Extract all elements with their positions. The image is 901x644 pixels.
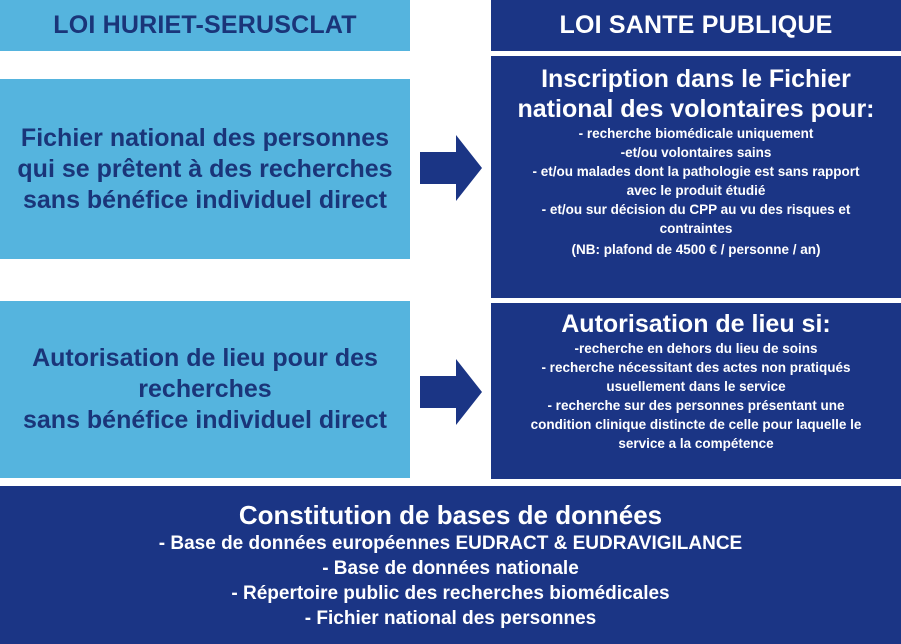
fichier-line-3: sans bénéfice individuel direct <box>22 185 387 214</box>
autorisation-line-2: recherches <box>138 375 272 403</box>
inscription-item: - recherche biomédicale uniquement <box>578 126 814 141</box>
fichier-national-box <box>0 79 410 259</box>
inscription-fichier-box <box>491 56 901 298</box>
autorisation-item: condition clinique distincte de celle pour laquelle le <box>530 417 862 432</box>
inscription-title-line-1: Inscription dans le Fichier <box>541 65 851 93</box>
autorisation-lieu-si-box <box>491 303 901 479</box>
autorisation-lieu-box <box>0 301 410 478</box>
right-arrow-icon <box>420 135 482 201</box>
bases-item: - Fichier national des personnes <box>304 607 597 629</box>
inscription-item: avec le produit étudié <box>626 183 766 198</box>
inscription-note: (NB: plafond de 4500 € / personne / an) <box>571 242 821 257</box>
inscription-item: - et/ou sur décision du CPP au vu des risques et <box>541 202 851 217</box>
autorisation-item: - recherche nécessitant des actes non pratiqués <box>541 360 851 375</box>
header-left-label: LOI HURIET-SERUSCLAT <box>53 11 357 39</box>
inscription-item: - et/ou malades dont la pathologie est sans rapport <box>532 164 860 179</box>
autorisation-line-3: sans bénéfice individuel direct <box>22 406 387 434</box>
header-loi-sante-publique <box>491 0 901 51</box>
fichier-line-2: qui se prêtent à des recherches <box>17 154 393 183</box>
inscription-title-line-2: national des volontaires pour: <box>517 95 875 123</box>
autorisation-item: usuellement dans le service <box>606 379 786 394</box>
bases-title: Constitution de bases de données <box>238 499 663 530</box>
autorisation-item: - recherche sur des personnes présentant une <box>547 398 845 413</box>
header-loi-huriet <box>0 0 410 51</box>
autorisation-si-title: Autorisation de lieu si: <box>561 310 831 338</box>
bases-item: - Base de données européennes EUDRACT & EUDRAVIGILANCE <box>158 532 743 554</box>
autorisation-item: -recherche en dehors du lieu de soins <box>574 341 818 356</box>
inscription-item: contraintes <box>659 221 733 236</box>
inscription-item: -et/ou volontaires sains <box>620 145 772 160</box>
autorisation-item: service a la compétence <box>618 436 774 451</box>
right-arrow-icon <box>420 359 482 425</box>
header-right-label: LOI SANTE PUBLIQUE <box>559 11 833 39</box>
fichier-line-1: Fichier national des personnes <box>20 123 390 152</box>
bases-de-donnees-box <box>0 486 901 644</box>
bases-item: - Répertoire public des recherches biomédicales <box>231 582 670 604</box>
bases-item: - Base de données nationale <box>322 557 579 579</box>
autorisation-line-1: Autorisation de lieu pour des <box>32 344 378 372</box>
